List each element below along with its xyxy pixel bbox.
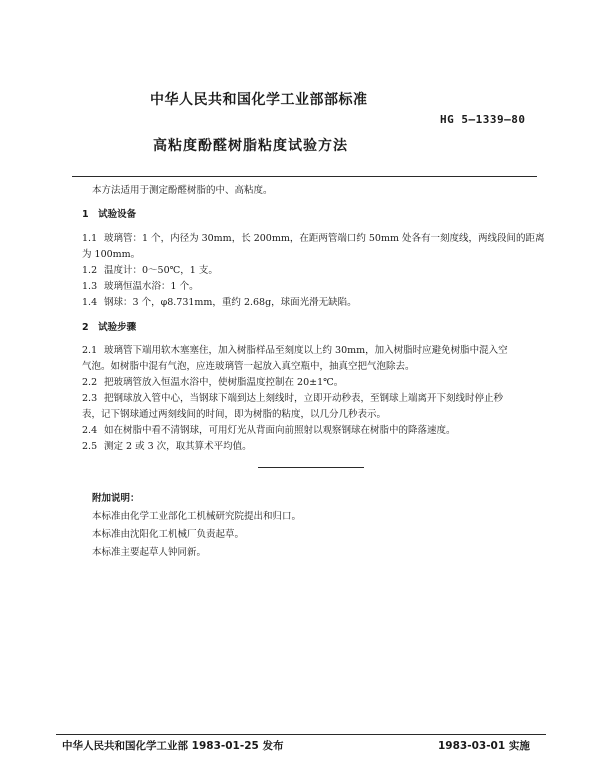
item-1-4: 1.4 钢球：3 个，φ8.731mm，重约 2.68g，球面光滑无缺陷。 [82, 293, 357, 312]
item-1-1: 1.1 玻璃管：1 个，内径为 30mm，长 200mm，在距两管端口约 50mm 处各有一刻度线，两线段间的距离 [82, 229, 545, 248]
section-2-heading: 2 试验步骤 [82, 322, 137, 333]
item-number: 1.4 [82, 297, 98, 308]
item-2-2: 2.2 把玻璃管放入恒温水浴中，使树脂温度控制在 20±1℃。 [82, 373, 343, 392]
footer-rule [56, 734, 546, 735]
item-2-1: 2.1 玻璃管下端用软木塞塞住，加入树脂样品至刻度以上约 30mm，加入树脂时应避免树脂中混入空 [82, 341, 508, 360]
item-2-3: 2.3 把钢球放入管中心，当钢球下端到达上刻线时，立即开动秒表，至钢球上端离开下刻线时停止秒 [82, 389, 503, 408]
standard-code: HG 5—1339—80 [440, 113, 526, 126]
document-title: 高粘度酚醛树脂粘度试验方法 [153, 138, 348, 154]
item-number: 2.4 [82, 425, 98, 436]
item-number: 2.5 [82, 441, 98, 452]
notes-line-2: 本标准由沈阳化工机械厂负责起草。 [92, 529, 245, 540]
item-2-5: 2.5 测定 2 或 3 次，取其算术平均值。 [82, 437, 252, 456]
item-2-4: 2.4 如在树脂中看不清钢球，可用灯光从背面向前照射以观察钢球在树脂中的降落速度。 [82, 421, 456, 440]
item-number: 1.2 [82, 265, 98, 276]
section-1-heading: 1 试验设备 [82, 209, 137, 220]
item-2-1-continued: 气泡。如树脂中混有气泡，应连玻璃管一起放入真空瓶中，抽真空把气泡除去。 [82, 361, 415, 372]
effective-date: 1983-03-01 实施 [438, 740, 530, 752]
item-number: 1.3 [82, 281, 98, 292]
item-number: 2.1 [82, 345, 98, 356]
item-1-3: 1.3 玻璃恒温水浴：1 个。 [82, 277, 199, 296]
item-number: 2.3 [82, 393, 98, 404]
issuing-authority-title: 中华人民共和国化学工业部部标准 [150, 92, 368, 108]
issue-date: 中华人民共和国化学工业部 1983-01-25 发布 [62, 740, 284, 752]
item-1-1-continued: 为 100mm。 [82, 249, 141, 260]
item-number: 1.1 [82, 233, 98, 244]
notes-line-1: 本标准由化学工业部化工机械研究院提出和归口。 [92, 511, 302, 522]
section-divider [258, 467, 364, 468]
item-1-2: 1.2 温度计：0～50℃，1 支。 [82, 261, 218, 280]
item-2-3-continued: 表，记下钢球通过两刻线间的时间，即为树脂的粘度，以几分几秒表示。 [82, 409, 387, 420]
item-number: 2.2 [82, 377, 98, 388]
notes-line-3: 本标准主要起草人钟同新。 [92, 547, 207, 558]
header-rule [72, 176, 537, 177]
notes-heading: 附加说明： [92, 493, 140, 504]
intro-paragraph: 本方法适用于测定酚醛树脂的中、高粘度。 [92, 185, 273, 196]
